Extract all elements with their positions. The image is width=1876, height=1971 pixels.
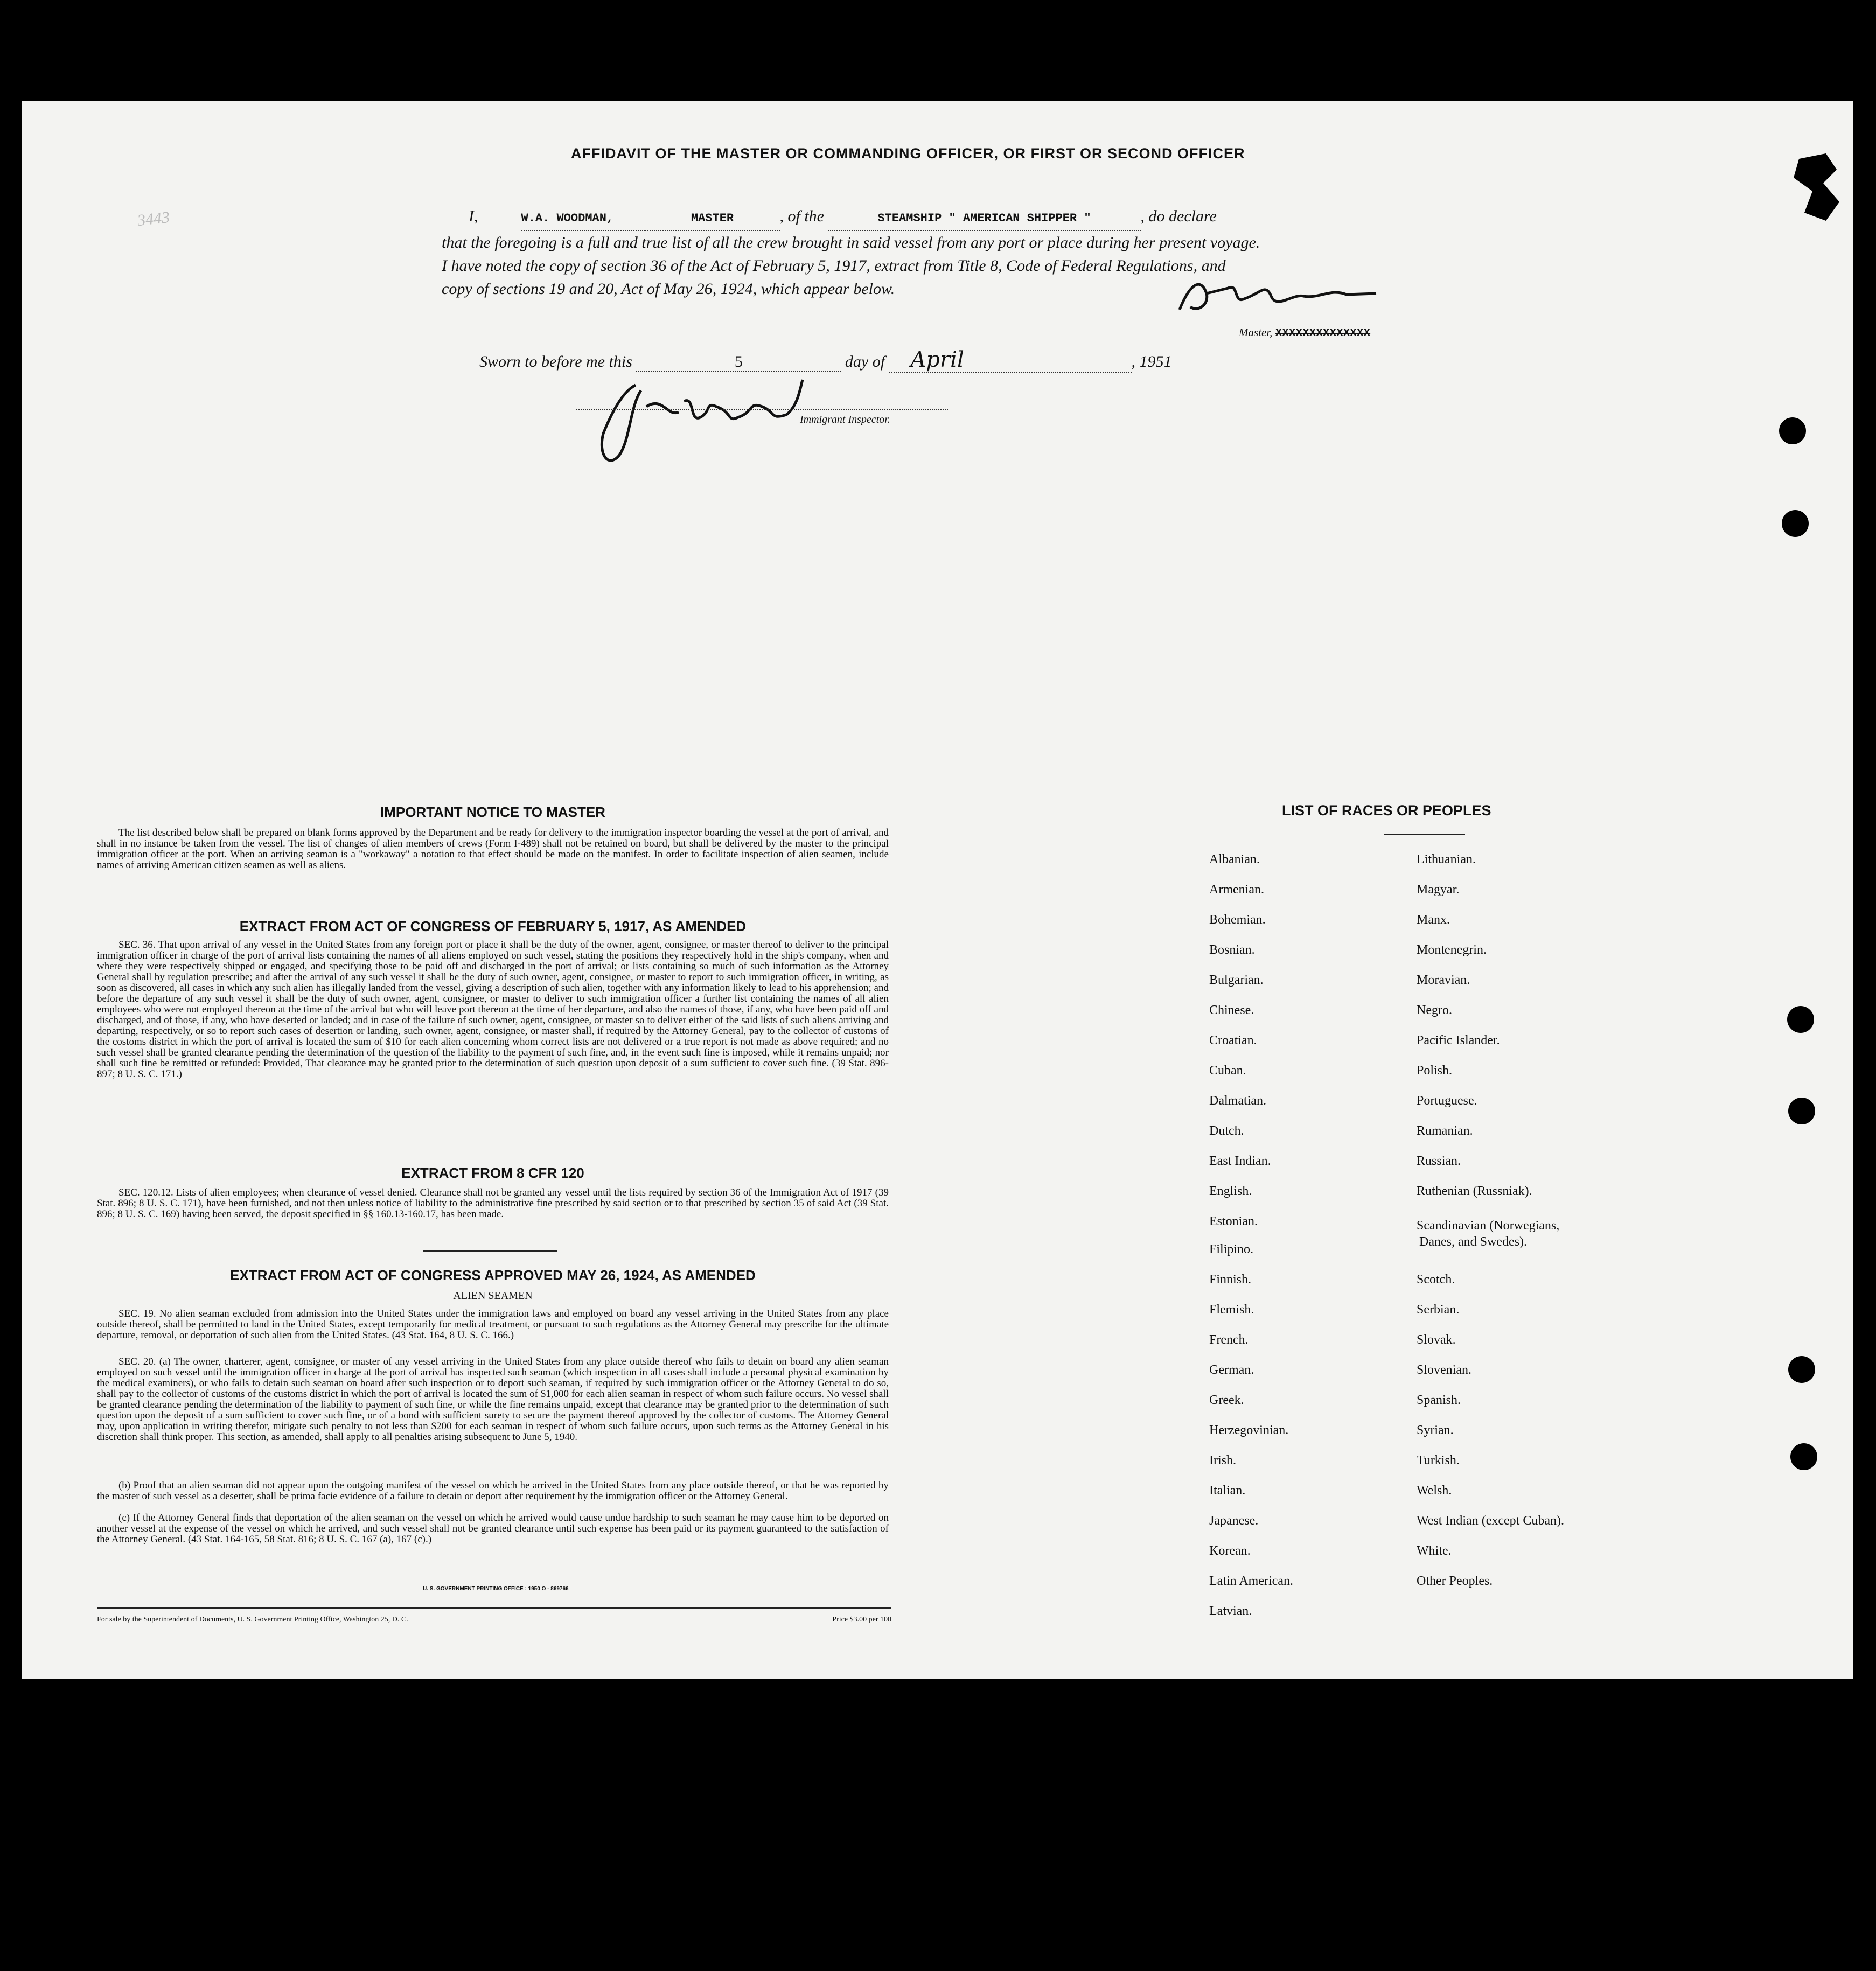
race-item: Latvian. xyxy=(1209,1604,1252,1618)
race-item: Magyar. xyxy=(1417,883,1460,897)
gpo-imprint: U. S. GOVERNMENT PRINTING OFFICE : 1950 O - 869766 xyxy=(423,1586,569,1592)
punch-hole xyxy=(1788,1356,1815,1383)
race-item: Danes, and Swedes). xyxy=(1419,1235,1527,1249)
race-item: Latin American. xyxy=(1209,1574,1293,1588)
race-item: Syrian. xyxy=(1417,1423,1454,1437)
race-item: Estonian. xyxy=(1209,1214,1258,1228)
alien-seamen-subheading: ALIEN SEAMEN xyxy=(453,1290,533,1302)
master-rank: MASTER xyxy=(691,212,734,225)
race-item: Bohemian. xyxy=(1209,913,1266,927)
footer-price: Price $3.00 per 100 xyxy=(832,1616,891,1624)
race-item: Herzegovinian. xyxy=(1209,1423,1289,1437)
declarant-prefix: I, xyxy=(469,207,478,225)
punch-hole xyxy=(1787,1006,1814,1033)
sworn-month: April xyxy=(889,347,1132,373)
extract-1924-sec19: SEC. 19. No alien seaman excluded from admission into the United States under the immigration laws and employed on board any vessel arriving in the United States from any place outside thereof, shall be permitted to land in the United States, except temporarily for medical treatment, or pursuant to such regulations as the Attorney General may prescribe for the ultimate departure, removal, or deportation of such alien from the United States. (43 Stat. 164, 8 U. S. C. 166.) xyxy=(97,1308,889,1341)
race-item: Dutch. xyxy=(1209,1124,1244,1138)
sworn-text: Sworn to before me this xyxy=(479,353,632,371)
race-item: Slovak. xyxy=(1417,1333,1456,1347)
sworn-day: 5 xyxy=(636,353,841,372)
race-item: Chinese. xyxy=(1209,1003,1254,1017)
footer-sale-note: For sale by the Superintendent of Documents, U. S. Government Printing Office, Washington 25, D. C. xyxy=(97,1616,408,1624)
extract-1924-sec20a: SEC. 20. (a) The owner, charterer, agent, consignee, or master of any vessel arriving in the United States from any place outside thereof who fails to detain on board any alien seaman employed on such vessel until the immigration officer in charge at the port of arrival has inspected such seaman (which inspection in all cases shall include a personal physical examination by the medical examiners), or who fails to detain such seaman on board after such inspection or to deport such seaman, if required by such immigration officer or the Attorney General to do so, shall pay to the collector of customs of the customs district in which the port of arrival is located the sum of $1,000 for each alien seaman in respect of whom such failure occurs. No vessel shall be granted clearance pending the determination of the liability to payment of such fine, or while the fine remains unpaid, except that clearance may be granted prior to the determination of such question upon the deposit of a sum sufficient to cover such fine, or of a bond with sufficient surety to secure the payment thereof approved by the collector of customs. The Attorney General may, upon application in writing therefor, mitigate such penalty to not less than $200 for each seaman in respect of whom such failure occurs, upon such terms as the Attorney General in his discretion shall think proper. This section, as amended, shall apply to all penalties arising subsequent to June 5, 1940. xyxy=(97,1356,889,1443)
master-label-text: Master, xyxy=(1239,326,1273,339)
punch-hole xyxy=(1782,510,1809,537)
race-item: Flemish. xyxy=(1209,1303,1254,1317)
extract-1924-sec20c: (c) If the Attorney General finds that deportation of the alien seaman on the vessel on which he arrived would cause undue hardship to such seaman he may cause him to be deported on another vessel at the expense of the vessel on which he arrived, and such vessel shall not be granted clearance until such expense has been paid or its payment guaranteed to the satisfaction of the Attorney General. (43 Stat. 164-165, 58 Stat. 816; 8 U. S. C. 167 (a), 167 (c).) xyxy=(97,1512,889,1545)
races-heading: LIST OF RACES OR PEOPLES xyxy=(1282,802,1491,819)
race-item: Rumanian. xyxy=(1417,1124,1473,1138)
inspector-signature-line xyxy=(576,409,948,410)
race-item: West Indian (except Cuban). xyxy=(1417,1514,1564,1528)
race-item: Pacific Islander. xyxy=(1417,1033,1500,1047)
race-item: White. xyxy=(1417,1544,1452,1558)
race-item: Welsh. xyxy=(1417,1484,1452,1498)
extract-1924-sec20b: (b) Proof that an alien seaman did not appear upon the outgoing manifest of the vessel on which he arrived in the United States from any place outside thereof, or that he was reported by the master of such vessel as a deserter, shall be prima facie evidence of a failure to detain or deport after requirement by the immigration officer or the Attorney General. xyxy=(97,1480,889,1502)
struck-officer-title: XXXXXXXXXXXXXX xyxy=(1275,327,1371,340)
race-item: Scotch. xyxy=(1417,1273,1455,1287)
extract-1924-heading: EXTRACT FROM ACT OF CONGRESS APPROVED MAY 26, 1924, AS AMENDED xyxy=(230,1267,756,1283)
notice-heading: IMPORTANT NOTICE TO MASTER xyxy=(380,804,605,820)
race-item: Turkish. xyxy=(1417,1453,1460,1467)
race-item: Finnish. xyxy=(1209,1273,1252,1287)
affidavit-title: AFFIDAVIT OF THE MASTER OR COMMANDING OFFICER, OR FIRST OR SECOND OFFICER xyxy=(571,145,1245,162)
affidavit-line-4: copy of sections 19 and 20, Act of May 26, 1924, which appear below. xyxy=(442,280,895,298)
race-item: Polish. xyxy=(1417,1064,1453,1078)
race-item: Serbian. xyxy=(1417,1303,1460,1317)
race-item: Italian. xyxy=(1209,1484,1246,1498)
race-item: Filipino. xyxy=(1209,1242,1254,1256)
race-item: Cuban. xyxy=(1209,1064,1246,1078)
punch-hole xyxy=(1779,417,1806,444)
race-item: East Indian. xyxy=(1209,1154,1271,1168)
race-item: Albanian. xyxy=(1209,852,1260,866)
affidavit-line-1 xyxy=(442,205,1449,231)
section-divider xyxy=(423,1250,557,1252)
master-label xyxy=(1239,326,1370,340)
punch-hole xyxy=(1788,1098,1815,1124)
year-prefix: , 19 xyxy=(1131,353,1156,371)
race-item: Spanish. xyxy=(1417,1393,1461,1407)
master-name: W.A. WOODMAN, xyxy=(521,212,614,225)
vessel-name: STEAMSHIP " AMERICAN SHIPPER " xyxy=(877,212,1091,225)
race-item: English. xyxy=(1209,1184,1252,1198)
race-item: Scandinavian (Norwegians, xyxy=(1417,1219,1560,1233)
affidavit-line-2: that the foregoing is a full and true list of all the crew brought in said vessel from any port or place during her present voyage. xyxy=(442,234,1260,251)
extract-cfr-text: SEC. 120.12. Lists of alien employees; when clearance of vessel denied. Clearance shall not be granted any vessel until the lists required by section 36 of the Immigration Act of 1917 (39 Stat. 896; 8 U. S. C. 171), have been furnished, and not then unless notice of liability to the administrative fine prescribed by said section or to that prescribed by section 35 of said Act (39 Stat. 896; 8 U. S. C. 169) having been served, the deposit specified in §§ 160.13-160.17, has been made. xyxy=(97,1187,889,1220)
day-of-text: day of xyxy=(845,353,885,371)
inspector-label: Immigrant Inspector. xyxy=(800,414,890,425)
of-the-text: , of the xyxy=(779,207,824,225)
race-item: Bulgarian. xyxy=(1209,973,1264,987)
do-declare-text: , do declare xyxy=(1140,207,1217,225)
race-item: Greek. xyxy=(1209,1393,1244,1407)
affidavit-line-3: I have noted the copy of section 36 of the Act of February 5, 1917, extract from Title 8, Code of Federal Regulations, and xyxy=(442,257,1226,275)
race-item: Montenegrin. xyxy=(1417,943,1487,957)
race-item: Korean. xyxy=(1209,1544,1251,1558)
race-item: Dalmatian. xyxy=(1209,1094,1266,1108)
extract-1917-text: SEC. 36. That upon arrival of any vessel in the United States from any foreign port or place it shall be the duty of the owner, agent, consignee, or master thereof to deliver to the principal immigration officer in charge of the port of arrival lists containing the names of all aliens employed on such vessel, stating the positions they respectively hold in the ship's company, when and where they were respectively shipped or engaged, and specifying those to be paid off and discharged in the port of arrival; or lists containing so much of such information as the Attorney General shall by regulation prescribe; and after the arrival of any such vessel it shall be the duty of such owner, agent, consignee, or master to report to such immigration officer, in writing, as soon as discovered, all cases in which any such alien has illegally landed from the vessel, giving a description of such alien, together with any information likely to lead to his apprehension; and before the departure of any such vessel it shall be the duty of such owner, agent, consignee, or master to deliver to such immigration officer a further list containing the names of all alien employees who were not employed thereon at the time of the arrival but who will leave port thereon at the time of her departure, and also the names of those, if any, who have been paid off and discharged, and of those, if any, who have deserted or landed; and in case of the failure of such owner, agent, consignee, or master so to deliver either of the said lists of such aliens arriving and departing, respectively, or so to report such cases of desertion or landing, such owner, agent, consignee, or master shall, if required by the Attorney General, pay to the collector of customs of the costoms district in which the port of arrival is located the sum of $10 for each alien concerning whom correct lists are not delivered or a true report is not made as above required; and no such vessel shall be granted clearance pending the determination of the question of the liability to the payment of such fine, and, in the event such fine is imposed, while it remains unpaid; nor shall such fine be remitted or refunded: Provided, That clearance may be granted prior to the determination of such question upon deposit of a sum sufficient to cover such fine. (39 Stat. 896-897; 8 U. S. C. 171.) xyxy=(97,939,889,1080)
extract-cfr-heading: EXTRACT FROM 8 CFR 120 xyxy=(401,1165,584,1181)
race-item: Moravian. xyxy=(1417,973,1470,987)
race-item: Slovenian. xyxy=(1417,1363,1471,1377)
race-item: Manx. xyxy=(1417,913,1450,927)
race-item: Croatian. xyxy=(1209,1033,1257,1047)
race-item: French. xyxy=(1209,1333,1249,1347)
race-item: Negro. xyxy=(1417,1003,1452,1017)
race-item: Lithuanian. xyxy=(1417,852,1476,866)
master-signature xyxy=(1169,272,1384,323)
torn-corner-mark xyxy=(1794,153,1842,223)
punch-hole xyxy=(1790,1443,1817,1470)
race-item: Bosnian. xyxy=(1209,943,1255,957)
race-item: Armenian. xyxy=(1209,883,1264,897)
notice-text: The list described below shall be prepared on blank forms approved by the Department and be ready for delivery to the immigration inspector boarding the vessel at the port of arrival, and shall in no instance be taken from the vessel. The list of changes of alien members of crews (Form I-489) shall not be retained on board, but shall be delivered by the master to the principal immigration officer at the port. When an arriving seaman is a "workaway" a notation to that effect should be made on the manifest. In order to facilitate inspection of alien seamen, include names of arriving American citizen seamen as well as aliens. xyxy=(97,827,889,871)
sworn-line xyxy=(479,347,1172,373)
race-item: Russian. xyxy=(1417,1154,1461,1168)
race-item: Japanese. xyxy=(1209,1514,1259,1528)
footer xyxy=(97,1616,891,1624)
race-item: Portuguese. xyxy=(1417,1094,1477,1108)
extract-1917-heading: EXTRACT FROM ACT OF CONGRESS OF FEBRUARY 5, 1917, AS AMENDED xyxy=(239,918,747,934)
race-item: Ruthenian (Russniak). xyxy=(1417,1184,1532,1198)
margin-number: 3443 xyxy=(136,208,171,230)
race-item: Other Peoples. xyxy=(1417,1574,1493,1588)
races-heading-rule xyxy=(1384,834,1465,835)
race-item: Irish. xyxy=(1209,1453,1236,1467)
race-item: German. xyxy=(1209,1363,1254,1377)
year-suffix: 51 xyxy=(1155,353,1172,371)
footer-rule xyxy=(97,1607,891,1609)
